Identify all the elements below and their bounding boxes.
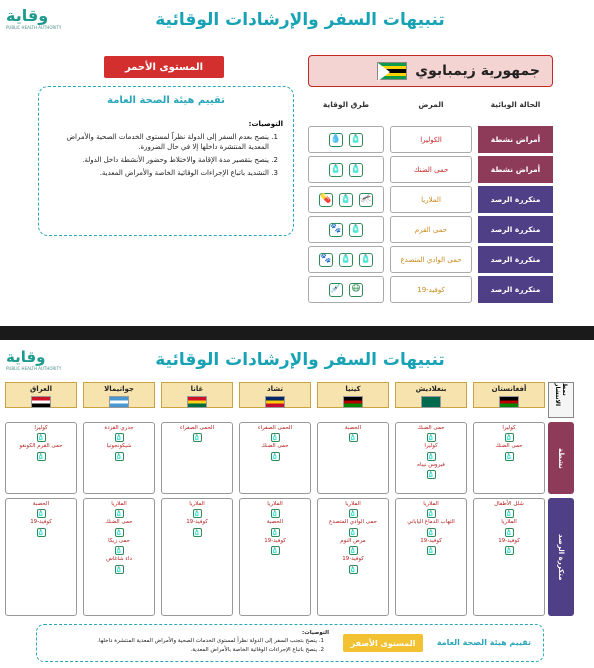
prevention-icon: 🧴 (349, 565, 357, 573)
disease-name: حمى الوادي المتصدع (329, 519, 377, 526)
watch-diseases-cell (473, 498, 545, 616)
prevention-icons (308, 246, 384, 273)
recommendation-item: 3. التشديد باتباع الإجراءات الوقائية الخاصة والأمراض المعدية. (49, 168, 269, 178)
recommendations-label: التوصيات: (302, 630, 329, 636)
disease-name: كوفيد-19 (390, 276, 472, 303)
prevention-icon: 🧴 (115, 510, 123, 518)
flag-icon (499, 396, 519, 408)
recommendation-item: 1. ينصح بتجنب السفر إلى الدولة نظراً لمستوى الخدمات الصحية والأمراض المعدية المنتشرة داخلها. (49, 637, 317, 645)
prevention-icon: 🧴 (193, 434, 201, 442)
prevention-icon: 🧴 (505, 452, 513, 460)
prevention-icons (308, 186, 384, 213)
disease-name: الحمى الصفراء (257, 425, 293, 431)
recommendations-heading: تقييم هيئة الصحة العامة (436, 638, 531, 647)
disease-name: كوليرا (34, 425, 48, 431)
disease-name: شلل الأطفال (494, 501, 524, 507)
country-name: أفغانستان (491, 385, 527, 393)
country-name: جواتيمالا (104, 385, 134, 393)
prevention-icon: 🧴 (349, 434, 357, 442)
disease-name: مرض النوم (340, 537, 366, 544)
country-name: جمهورية زيمبابوي (415, 63, 540, 79)
country-header (317, 382, 389, 408)
prevention-icon: 🧴 (115, 452, 123, 460)
prevention-icon: 🧴 (505, 528, 513, 536)
disease-row (308, 156, 553, 183)
prevention-icon: 🧴 (37, 510, 45, 518)
disease-name: الملاريا (390, 186, 472, 213)
watch-diseases-cell (161, 498, 233, 616)
disease-name: داء شاغاس (106, 556, 132, 563)
disease-name: حمى الضنك (390, 156, 472, 183)
active-diseases-cell (83, 422, 155, 494)
watch-diseases-cell (395, 498, 467, 616)
prevention-icon: 🧴 (427, 528, 435, 536)
country-header (239, 382, 311, 408)
prevention-icon: 🧴 (115, 434, 123, 442)
epidemic-state: أمراض نشطة (478, 156, 553, 183)
prevention-icons (308, 276, 384, 303)
prevention-icons (308, 126, 384, 153)
prevention-icon: 🧴 (115, 547, 123, 555)
country-header (161, 382, 233, 408)
prevention-icons (308, 156, 384, 183)
disease-name: كوفيد-19 (420, 537, 442, 544)
disease-name: كوفيد-19 (342, 556, 364, 563)
prevention-icons (308, 216, 384, 243)
prevention-icon: 🧴 (427, 434, 435, 442)
prevention-icon: 🧴 (37, 434, 45, 442)
prevention-icon: 🧴 (329, 163, 343, 177)
prevention-icon: 🧴 (193, 528, 201, 536)
disease-name: حمى الضنك (495, 443, 523, 450)
disease-name: الملاريا (111, 501, 127, 507)
prevention-icon: 🧴 (349, 163, 363, 177)
watch-diseases-cell (5, 498, 77, 616)
watch-diseases-cell (83, 498, 155, 616)
disease-name: كوليرا (424, 443, 438, 450)
header-prevention: طرق الوقاية (322, 100, 370, 109)
flag-icon (109, 396, 129, 408)
prevention-icon: 🧴 (427, 452, 435, 460)
country-name: كينيا (345, 385, 361, 393)
disease-name: حمى الضنك (105, 519, 133, 526)
active-diseases-cell (317, 422, 389, 494)
active-diseases-cell (161, 422, 233, 494)
country-banner (308, 55, 553, 87)
country-name: غانا (190, 385, 204, 393)
prevention-icon: 🧴 (427, 510, 435, 518)
logo-text: وقاية (6, 6, 49, 25)
recommendations-label: التوصيات: (248, 120, 283, 128)
epidemic-state: متكررة الرصد (478, 186, 553, 213)
disease-name: حمى الضنك (417, 425, 445, 431)
prevention-icon: 🐾 (329, 223, 343, 237)
flag-icon (421, 396, 441, 408)
disease-name: الملاريا (501, 519, 517, 526)
flag-icon (31, 396, 51, 408)
zimbabwe-flag-icon (377, 62, 407, 80)
disease-name: الحصبة (266, 519, 284, 526)
country-header (473, 382, 545, 408)
yellow-recommendations-box (36, 624, 544, 662)
header-state: الحالة الوبائية (490, 100, 541, 109)
disease-name: الحمى الصفراء (179, 425, 215, 431)
recommendation-item: 2. ينصح بتقصير مدة الإقامة والاختلاط وحضور الأنشطة داخل الدولة. (49, 155, 269, 165)
prevention-icon: 🧴 (271, 528, 279, 536)
prevention-icon: 🧴 (339, 253, 353, 267)
header-disease: المرض (418, 100, 444, 109)
disease-name: حمى الضنك (261, 443, 289, 450)
prevention-icon: 🧴 (193, 510, 201, 518)
disease-row (308, 186, 553, 213)
prevention-icon: 🧴 (115, 528, 123, 536)
country-name: بنغلاديش (415, 385, 447, 393)
disease-row (308, 216, 553, 243)
prevention-icon: 🧴 (349, 510, 357, 518)
active-row-label: نشطة (548, 422, 574, 494)
prevention-icon: 🧴 (349, 133, 363, 147)
prevention-icon: 🧴 (339, 193, 353, 207)
disease-name: الكوليرا (390, 126, 472, 153)
prevention-icon: 💊 (319, 193, 333, 207)
flag-icon (343, 396, 363, 408)
disease-name: حمى القرم الكونغو (19, 443, 63, 450)
prevention-icon: 🧴 (271, 510, 279, 518)
disease-row (308, 246, 553, 273)
flag-icon (265, 396, 285, 408)
disease-row (308, 126, 553, 153)
disease-name: الملاريا (345, 501, 361, 507)
disease-name: حمى الوادي المتصدع (390, 246, 472, 273)
disease-row (308, 276, 553, 303)
disease-name: كوفيد-19 (30, 519, 52, 526)
prevention-icon: 🧴 (349, 223, 363, 237)
prevention-icon: 💧 (329, 133, 343, 147)
disease-name: الحصبة (344, 425, 362, 431)
prevention-icon: 😷 (349, 283, 363, 297)
logo (6, 6, 61, 30)
logo (6, 348, 61, 371)
red-level-badge: المستوى الأحمر (104, 56, 224, 78)
prevention-icon: 🧴 (37, 452, 45, 460)
active-diseases-cell (239, 422, 311, 494)
recommendations-list (49, 629, 329, 654)
epidemic-state: أمراض نشطة (478, 126, 553, 153)
recommendation-item: 1. ينصح بعدم السفر إلى الدولة نظراً لمستوى الخدمات الصحية والأمراض المعدية المنتشرة داخلها إلا في حال الضرورة. (49, 132, 269, 152)
logo-subtitle: PUBLIC HEALTH AUTHORITY (6, 366, 62, 371)
disease-name: جدري القردة (104, 425, 134, 431)
disease-name: فيروس نيباه (417, 461, 445, 468)
disease-name: كوفيد-19 (498, 537, 520, 544)
disease-name: الحصبة (32, 501, 50, 507)
zimbabwe-advisory-panel (0, 0, 594, 326)
prevention-icon: 🐾 (319, 253, 333, 267)
country-name: تشاد (267, 385, 283, 393)
disease-name: كوفيد-19 (264, 537, 286, 544)
spread-pattern-header: نمط الانتشار (548, 382, 574, 418)
watch-diseases-cell (239, 498, 311, 616)
disease-name: التهاب الدماغ الياباني (407, 519, 455, 526)
disease-name: الملاريا (423, 501, 439, 507)
flag-icon (187, 396, 207, 408)
disease-name: الملاريا (189, 501, 205, 507)
yellow-level-badge: المستوى الأصفر (343, 634, 423, 652)
country-name: العراق (30, 385, 52, 393)
prevention-icon: 🧴 (115, 565, 123, 573)
prevention-icon: 🧴 (505, 547, 513, 555)
prevention-icon: 🧴 (349, 547, 357, 555)
watch-row-label: متكررة الرصد (548, 498, 574, 616)
recommendation-item: 2. ينصح باتباع الإجراءات الوقائية الخاصة بالأمراض المعدية. (49, 646, 317, 654)
disease-name: حمى زيكا (108, 537, 130, 544)
prevention-icon: 💉 (329, 283, 343, 297)
epidemic-state: متكررة الرصد (478, 216, 553, 243)
logo-text: وقاية (6, 348, 46, 366)
prevention-icon: 🧴 (359, 253, 373, 267)
disease-name: كوليرا (502, 425, 516, 431)
prevention-icon: 🧴 (505, 510, 513, 518)
prevention-icon: 🧴 (37, 528, 45, 536)
country-header (83, 382, 155, 408)
epidemic-state: متكررة الرصد (478, 276, 553, 303)
disease-name: شيكونجونيا (106, 443, 132, 450)
prevention-icon: 🧴 (349, 528, 357, 536)
country-header (395, 382, 467, 408)
logo-subtitle: PUBLIC HEALTH AUTHORITY (6, 25, 62, 30)
prevention-icon: 🧴 (271, 547, 279, 555)
disease-name: حمى القرم (390, 216, 472, 243)
recommendations-heading: تقييم هيئة الصحة العامة (107, 95, 225, 106)
disease-name: الملاريا (267, 501, 283, 507)
recommendations-box (38, 86, 294, 236)
disease-name: كوفيد-19 (186, 519, 208, 526)
country-header (5, 382, 77, 408)
active-diseases-cell (473, 422, 545, 494)
prevention-icon: 🦟 (359, 193, 373, 207)
epidemic-state: متكررة الرصد (478, 246, 553, 273)
prevention-icon: 🧴 (271, 434, 279, 442)
active-diseases-cell (5, 422, 77, 494)
prevention-icon: 🧴 (271, 452, 279, 460)
prevention-icon: 🧴 (505, 434, 513, 442)
prevention-icon: 🧴 (427, 471, 435, 479)
active-diseases-cell (395, 422, 467, 494)
prevention-icon: 🧴 (427, 547, 435, 555)
watch-diseases-cell (317, 498, 389, 616)
page-title: تنبيهات السفر والإرشادات الوقائية (155, 10, 445, 30)
page-title: تنبيهات السفر والإرشادات الوقائية (155, 350, 445, 370)
